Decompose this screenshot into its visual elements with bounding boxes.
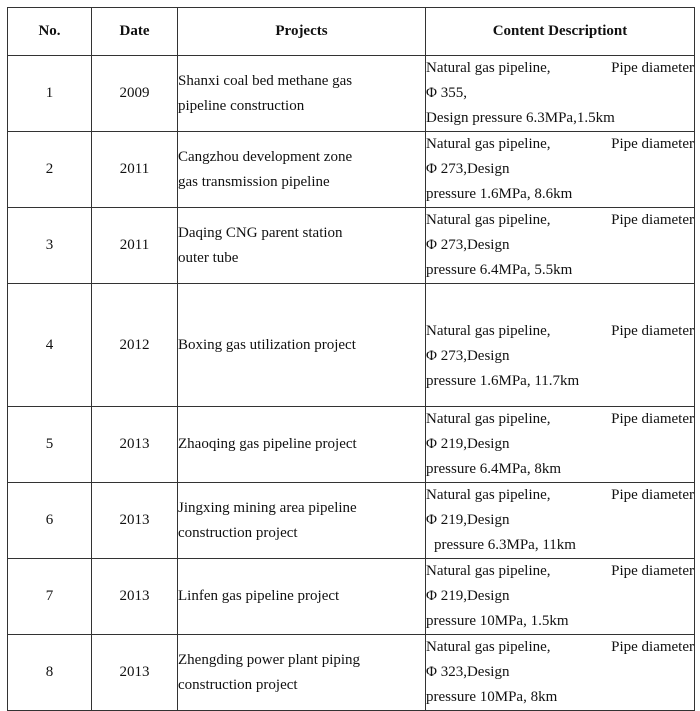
header-content-description: Content Descriptiont [426,8,695,56]
desc-line-2: Φ 323,Design [426,664,510,680]
project-line: Shanxi coal bed methane gas [178,72,353,89]
desc-line-1 [426,56,694,81]
header-row [8,8,695,56]
desc-line-3: Design pressure 6.3MPa,1.5km [426,110,615,126]
header-no: No. [8,8,92,56]
cell-description [426,132,695,208]
cell-project [178,407,426,483]
cell-no: 6 [8,483,92,559]
desc-line-3: pressure 6.4MPa, 8km [426,461,561,477]
cell-description [426,635,695,711]
desc-line-1-right: Pipe diameter [611,60,694,76]
desc-line-3: pressure 6.4MPa, 5.5km [426,262,573,278]
table-row [8,132,695,208]
cell-no: 3 [8,208,92,284]
project-line: Zhengding power plant piping [178,651,361,668]
table-row [8,559,695,635]
cell-date: 2011 [92,208,178,284]
desc-line-3: pressure 10MPa, 8km [426,689,558,705]
table-row [8,483,695,559]
table-row [8,208,695,284]
cell-date: 2011 [92,132,178,208]
desc-line-1 [426,319,694,344]
desc-line-1-left: Natural gas pipeline, [426,487,551,503]
project-line: Linfen gas pipeline project [178,588,340,604]
desc-line-1-left: Natural gas pipeline, [426,563,551,579]
desc-line-1-right: Pipe diameter [611,563,694,579]
cell-no: 5 [8,407,92,483]
desc-line-1 [426,407,694,432]
cell-project [178,132,426,208]
desc-line-2: Φ 219,Design [426,436,510,452]
cell-date: 2013 [92,483,178,559]
desc-line-1-left: Natural gas pipeline, [426,322,551,339]
desc-line-1-right: Pipe diameter [611,322,694,339]
header-date: Date [92,8,178,56]
cell-no: 4 [8,284,92,407]
cell-date: 2012 [92,284,178,407]
desc-line-1-left: Natural gas pipeline, [426,60,551,76]
cell-project [178,208,426,284]
project-line: construction project [178,676,298,693]
cell-description [426,407,695,483]
desc-line-1-right: Pipe diameter [611,639,694,655]
desc-line-1-left: Natural gas pipeline, [426,411,551,427]
desc-line-1 [426,559,694,584]
cell-description [426,56,695,132]
desc-line-1 [426,208,694,233]
cell-no: 1 [8,56,92,132]
desc-line-2: Φ 273,Design [426,347,510,364]
project-line: Jingxing mining area pipeline [178,499,357,516]
header-projects: Projects [178,8,426,56]
cell-project [178,483,426,559]
project-line: outer tube [178,249,239,266]
cell-no: 7 [8,559,92,635]
cell-description [426,483,695,559]
cell-date: 2013 [92,635,178,711]
project-line: Boxing gas utilization project [178,336,356,353]
desc-line-1-right: Pipe diameter [611,411,694,427]
cell-description [426,284,695,407]
cell-no: 2 [8,132,92,208]
project-line: Daqing CNG parent station [178,224,343,241]
cell-project [178,635,426,711]
desc-line-1-right: Pipe diameter [611,136,694,152]
desc-line-3: pressure 10MPa, 1.5km [426,613,569,629]
desc-line-1 [426,483,694,508]
desc-line-1-left: Natural gas pipeline, [426,212,551,228]
desc-line-2: Φ 273,Design [426,237,510,253]
table-row [8,284,695,407]
projects-table [7,7,695,711]
project-line: Cangzhou development zone [178,148,353,165]
desc-line-2: Φ 273,Design [426,161,510,177]
desc-line-2: Φ 355, [426,85,467,101]
desc-line-3: pressure 1.6MPa, 8.6km [426,186,573,202]
table-row [8,407,695,483]
cell-project [178,56,426,132]
project-line: gas transmission pipeline [178,173,330,190]
project-line: pipeline construction [178,97,305,114]
cell-date: 2013 [92,407,178,483]
project-line: construction project [178,524,298,541]
desc-line-3: pressure 6.3MPa, 11km [434,537,576,553]
cell-description [426,559,695,635]
desc-line-1-right: Pipe diameter [611,487,694,503]
desc-line-3: pressure 1.6MPa, 11.7km [426,372,580,389]
desc-line-1-right: Pipe diameter [611,212,694,228]
project-line: Zhaoqing gas pipeline project [178,436,357,452]
cell-project [178,284,426,407]
desc-line-1 [426,132,694,157]
table-row [8,56,695,132]
desc-line-1 [426,635,694,660]
desc-line-1-left: Natural gas pipeline, [426,639,551,655]
cell-project [178,559,426,635]
desc-line-2: Φ 219,Design [426,588,510,604]
table-row [8,635,695,711]
cell-description [426,208,695,284]
desc-line-2: Φ 219,Design [426,512,510,528]
cell-date: 2013 [92,559,178,635]
desc-line-1-left: Natural gas pipeline, [426,136,551,152]
cell-no: 8 [8,635,92,711]
cell-date: 2009 [92,56,178,132]
